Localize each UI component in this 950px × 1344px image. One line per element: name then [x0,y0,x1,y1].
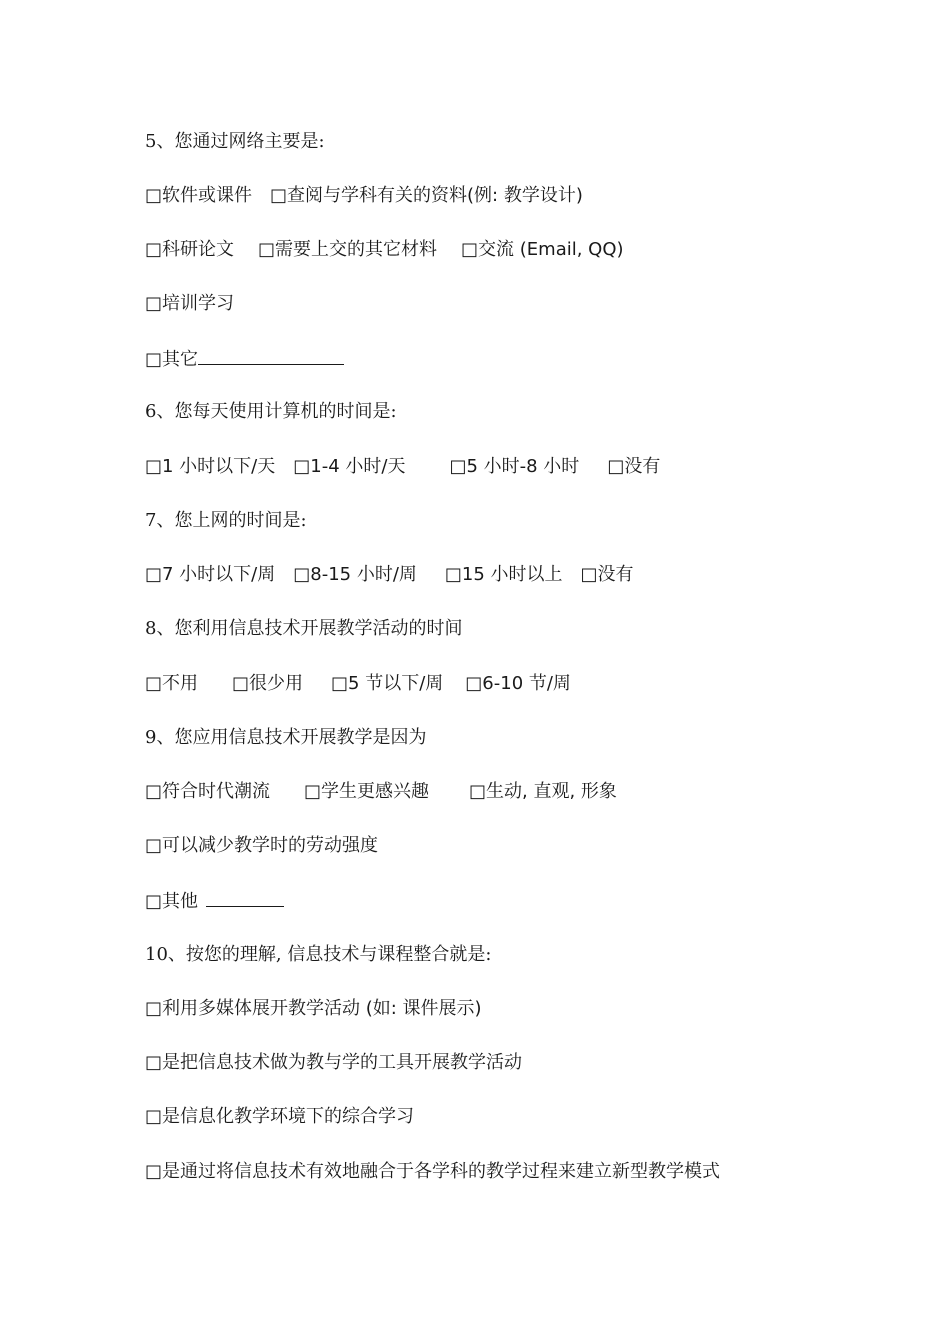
question-8: 8、您利用信息技术开展教学活动的时间 [145,618,463,639]
q9-other-blank[interactable] [206,888,284,907]
q10-option-integrated-learning[interactable]: □是信息化教学环境下的综合学习 [145,1106,415,1127]
q6-option-under-1h[interactable]: □1 小时以下/天 [145,456,276,477]
q5-other-label: □其它 [145,349,199,370]
q5-option-research-papers[interactable]: □科研论文 [145,239,235,260]
question-7: 7、您上网的时间是: [145,510,307,531]
q9-options-row-1 [145,780,617,804]
q10-option-tool[interactable]: □是把信息技术做为教与学的工具开展教学活动 [145,1052,523,1073]
q7-option-over-15h[interactable]: □15 小时以上 [444,564,563,585]
q9-option-reduce-workload[interactable]: □可以减少教学时的劳动强度 [145,835,379,856]
q8-option-rarely[interactable]: □很少用 [232,673,304,694]
q5-options-row-2 [145,238,624,262]
q6-options [145,455,660,479]
q5-option-other[interactable] [145,346,344,372]
q9-option-other[interactable] [145,888,284,914]
question-5: 5、您通过网络主要是: [145,131,325,152]
q5-option-training[interactable]: □培训学习 [145,293,235,314]
q8-option-under-5[interactable]: □5 节以下/周 [331,673,444,694]
q5-option-other-materials[interactable]: □需要上交的其它材料 [258,239,438,260]
q5-option-communication[interactable]: □交流 (Email, QQ) [461,239,624,260]
q7-options [145,563,634,587]
q7-option-none[interactable]: □没有 [580,564,634,585]
q5-option-software[interactable]: □软件或课件 [145,185,253,206]
q9-other-label: □其他 [145,891,199,912]
q9-option-vivid[interactable]: □生动, 直观, 形象 [469,781,617,802]
q6-option-5-8h[interactable]: □5 小时-8 小时 [449,456,580,477]
q9-option-interest[interactable]: □学生更感兴趣 [304,781,430,802]
q6-option-1-4h[interactable]: □1-4 小时/天 [293,456,406,477]
q10-option-new-model[interactable]: □是通过将信息技术有效地融合于各学科的教学过程来建立新型教学模式 [145,1161,721,1182]
q10-option-multimedia[interactable]: □利用多媒体展开教学活动 (如: 课件展示) [145,998,482,1019]
q7-option-under-7h[interactable]: □7 小时以下/周 [145,564,276,585]
q8-option-not-used[interactable]: □不用 [145,673,199,694]
question-9: 9、您应用信息技术开展教学是因为 [145,727,427,748]
q6-option-none[interactable]: □没有 [607,456,661,477]
question-6: 6、您每天使用计算机的时间是: [145,401,397,422]
question-10: 10、按您的理解, 信息技术与课程整合就是: [145,944,492,965]
q8-option-6-10[interactable]: □6-10 节/周 [465,673,571,694]
q7-option-8-15h[interactable]: □8-15 小时/周 [293,564,417,585]
q8-options [145,672,571,696]
q5-option-subject-materials[interactable]: □查阅与学科有关的资料(例: 教学设计) [270,185,583,206]
q9-option-trend[interactable]: □符合时代潮流 [145,781,271,802]
q5-other-blank[interactable] [198,346,344,365]
q5-options-row-1 [145,184,583,208]
